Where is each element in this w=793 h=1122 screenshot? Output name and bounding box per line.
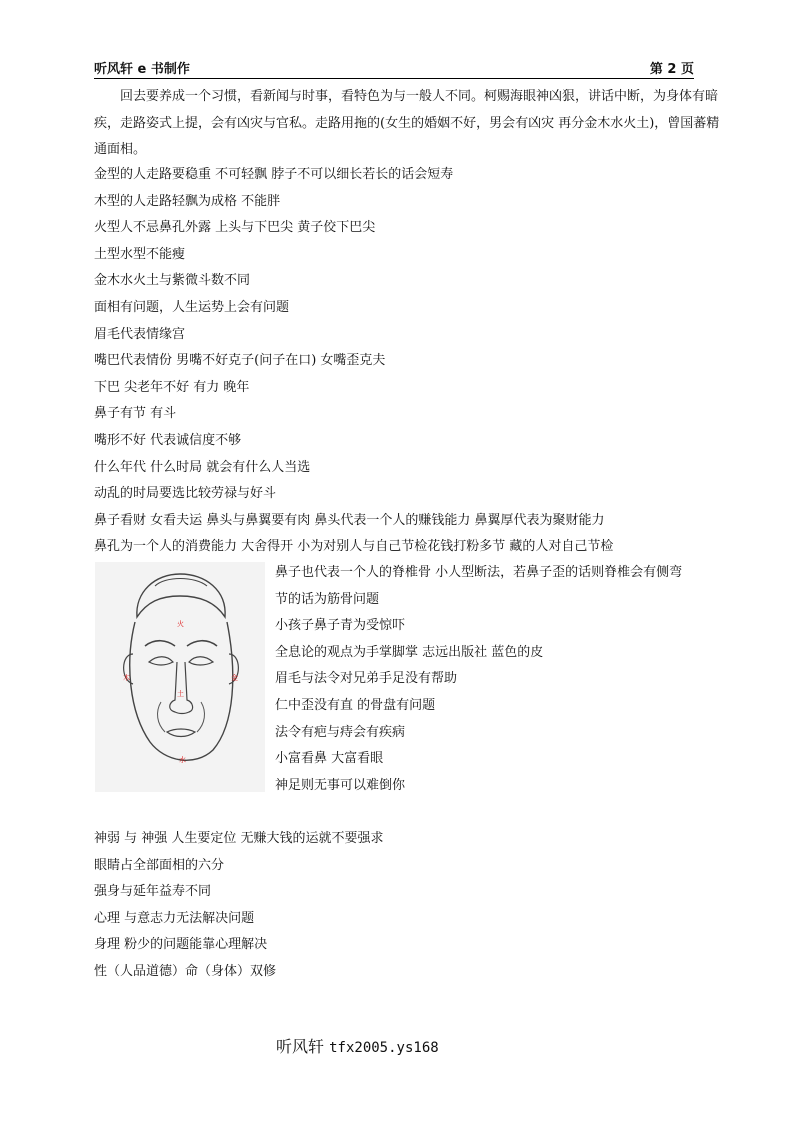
text-line: 面相有问题，人生运势上会有问题 — [94, 299, 290, 315]
footer-name: 听风轩 — [276, 1037, 325, 1056]
text-line: 小富看鼻 大富看眼 — [275, 751, 384, 767]
text-line: 鼻子也代表一个人的脊椎骨 小人型断法，若鼻子歪的话则脊椎会有侧弯 — [275, 565, 683, 580]
page-header — [94, 56, 694, 79]
text-line: 金型的人走路要稳重 不可轻飘 脖子不可以细长若长的话会短寿 — [94, 167, 454, 182]
text-line: 神足则无事可以难倒你 — [275, 777, 406, 793]
topknot — [155, 579, 207, 587]
text-line: 什么年代 什么时局 就会有什么人当选 — [94, 459, 311, 475]
text-line: 全息论的观点为手掌脚掌 志远出版社 蓝色的皮 — [275, 644, 544, 660]
text-line: 强身与延年益寿不同 — [94, 884, 212, 900]
right-fold — [197, 702, 204, 732]
label-top: 火 — [177, 620, 184, 628]
face-drawing — [95, 562, 265, 792]
text-line: 金木水火土与紫微斗数不同 — [94, 273, 251, 289]
label-right: 金 — [231, 674, 238, 682]
bottom-lines — [94, 826, 724, 986]
left-eyebrow — [145, 641, 175, 646]
right-eyebrow — [187, 641, 217, 646]
text-line: 嘴形不好 代表诚信度不够 — [94, 432, 242, 448]
text-line: 小孩子鼻子青为受惊吓 — [275, 618, 406, 634]
page-footer — [276, 1034, 439, 1057]
left-fold — [158, 702, 165, 732]
text-line: 木型的人走路轻飘为成格 不能胖 — [94, 193, 281, 209]
text-line: 法令有疤与痔会有疾病 — [275, 724, 406, 740]
text-line: 鼻子有节 有斗 — [94, 406, 177, 422]
page-number: 第 2 页 — [649, 62, 694, 77]
intro-paragraph — [94, 84, 724, 164]
text-line: 性（人品道德）命（身体）双修 — [94, 963, 277, 979]
left-eye — [149, 657, 173, 665]
text-line: 下巴 尖老年不好 有力 晚年 — [94, 379, 250, 395]
face-illustration — [95, 562, 265, 792]
hair-outline — [137, 574, 225, 617]
intro-text: 回去要养成一个习惯，看新闻与时事，看特色为与一般人不同。柯赐海眼神凶狠，讲话中断，为身体有暗疾，走路姿式上提，会有凶灾与官私。走路用拖的(女生的婚姻不好，男会有凶灾 再分金木水火土)，曾国蕃精通面相。 — [94, 89, 720, 157]
text-line: 鼻孔为一个人的消费能力 大舍得开 小为对别人与自己节检花钱打粉多节 藏的人对自己节检 — [94, 539, 614, 555]
text-line: 眼睛占全部面相的六分 — [94, 857, 225, 873]
label-left: 木 — [123, 674, 130, 682]
text-line: 身理 粉少的问题能靠心理解决 — [94, 937, 268, 953]
text-line: 仁中歪没有直 的骨盘有问题 — [275, 697, 436, 713]
main-lines — [94, 162, 724, 561]
text-line: 鼻子看财 女看夫运 鼻头与鼻翼要有肉 鼻头代表一个人的赚钱能力 鼻翼厚代表为聚财能力 — [94, 512, 605, 528]
text-line: 眉毛代表情缘宫 — [94, 326, 186, 342]
nose — [170, 662, 193, 714]
header-title: 听风轩 e 书制作 — [94, 62, 190, 77]
mouth — [167, 729, 195, 737]
text-line: 嘴巴代表情份 男嘴不好克子(问子在口) 女嘴歪克夫 — [94, 353, 386, 369]
text-line: 神弱 与 神强 人生要定位 无赚大钱的运就不要强求 — [94, 831, 384, 846]
text-line: 火型人不忌鼻孔外露 上头与下巴尖 黄子佼下巴尖 — [94, 220, 376, 236]
right-eye — [189, 657, 213, 665]
text-line: 心理 与意志力无法解决问题 — [94, 910, 255, 926]
text-line: 眉毛与法令对兄弟手足没有帮助 — [275, 671, 458, 687]
text-line: 土型水型不能瘦 — [94, 246, 186, 262]
side-lines — [275, 560, 735, 799]
text-line: 动乱的时局要选比较劳禄与好斗 — [94, 486, 277, 502]
label-bottom: 水 — [179, 756, 186, 764]
footer-site: tfx2005.ys168 — [329, 1040, 439, 1056]
label-center: 土 — [177, 690, 184, 698]
text-line: 节的话为筋骨问题 — [275, 591, 380, 607]
